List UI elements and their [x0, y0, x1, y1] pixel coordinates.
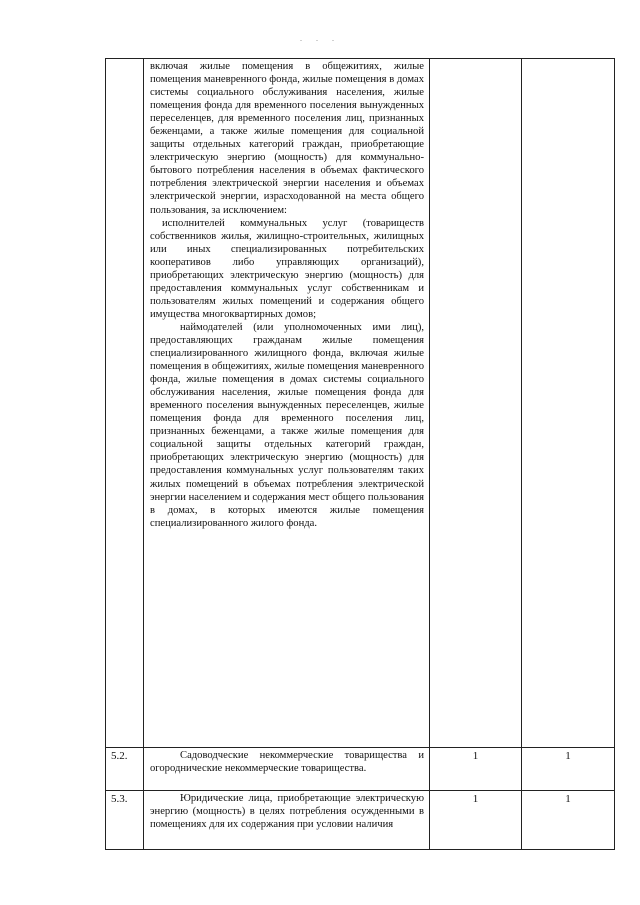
table-row [106, 59, 615, 748]
row-text-cell [144, 791, 430, 850]
row-value-cell-1 [430, 59, 522, 748]
tariff-table [105, 58, 615, 850]
row-value-cell-2 [522, 791, 615, 850]
row-number [106, 59, 143, 61]
row-paragraph: Юридические лица, приобретающие электрическую энергию (мощность) в целях потребления осужденными в помещениях для их содержания при условии наличия [150, 793, 424, 831]
table-row [106, 748, 615, 791]
page-marks: . . . [300, 34, 340, 43]
row-value-2: 1 [565, 793, 571, 805]
row-number: 5.2. [111, 750, 128, 762]
row-paragraph: исполнителей коммунальных услуг (товариществ собственников жилья, жилищно-строительных, жилищных или иных специализированных потребительских кооперативов либо управляющих организаций), приобретающих электрическую энергию (мощность) для предоставления коммунальных услуг собственникам и пользователям жилых помещений и содержания общего имущества многоквартирных домов; [150, 217, 424, 320]
row-value-2 [522, 59, 614, 61]
row-value-cell-2 [522, 748, 615, 791]
row-value-cell-2 [522, 59, 615, 748]
row-value-cell-1 [430, 791, 522, 850]
row-text-cell [144, 748, 430, 791]
row-paragraph: включая жилые помещения в общежитиях, жилые помещения маневренного фонда, жилые помещения в домах системы социального обслуживания населения, жилые помещения фонда для временного поселения вынужденных переселенцев, для временного поселения лиц, признанных беженцами, а также жилые помещения для социальной защиты отдельных категорий граждан, приобретающие электрическую энергию (мощность) для коммунально-бытового потребления населения в объемах фактического потребления электрической энергии населения и объемах электрической энергии, израсходованной на места общего пользования, за исключением: [150, 61, 424, 216]
row-number: 5.3. [111, 793, 128, 805]
row-paragraph: наймодателей (или уполномоченных ими лиц), предоставляющих гражданам жилые помещения специализированного жилищного фонда, включая жилые помещения в общежитиях, жилые помещения маневренного фонда, жилые помещения в домах системы социального обслуживания населения, жилые помещения фонда для временного поселения вынужденных переселенцев, жилые помещения фонда для временного поселения лиц, признанных беженцами, а также жилые помещения для социальной защиты отдельных категорий граждан, приобретающих электрическую энергию (мощность) для предоставления коммунальных услуг пользователям таких жилых помещений в объемах потребления электрической энергии населением и содержания мест общего пользования в домах, в которых имеются жилые помещения специализированного жилого фонда. [150, 321, 424, 529]
row-number-cell [106, 791, 144, 850]
row-number-cell [106, 59, 144, 748]
row-value-1 [430, 59, 521, 61]
row-value-1: 1 [472, 793, 479, 805]
row-value-cell-1 [430, 748, 522, 791]
row-text-cell [144, 59, 430, 748]
table-row [106, 791, 615, 850]
row-value-2: 1 [565, 750, 571, 762]
row-value-1: 1 [472, 750, 479, 762]
row-number-cell [106, 748, 144, 791]
row-paragraph: Садоводческие некоммерческие товарищества и огороднические некоммерческие товарищества. [150, 750, 424, 775]
